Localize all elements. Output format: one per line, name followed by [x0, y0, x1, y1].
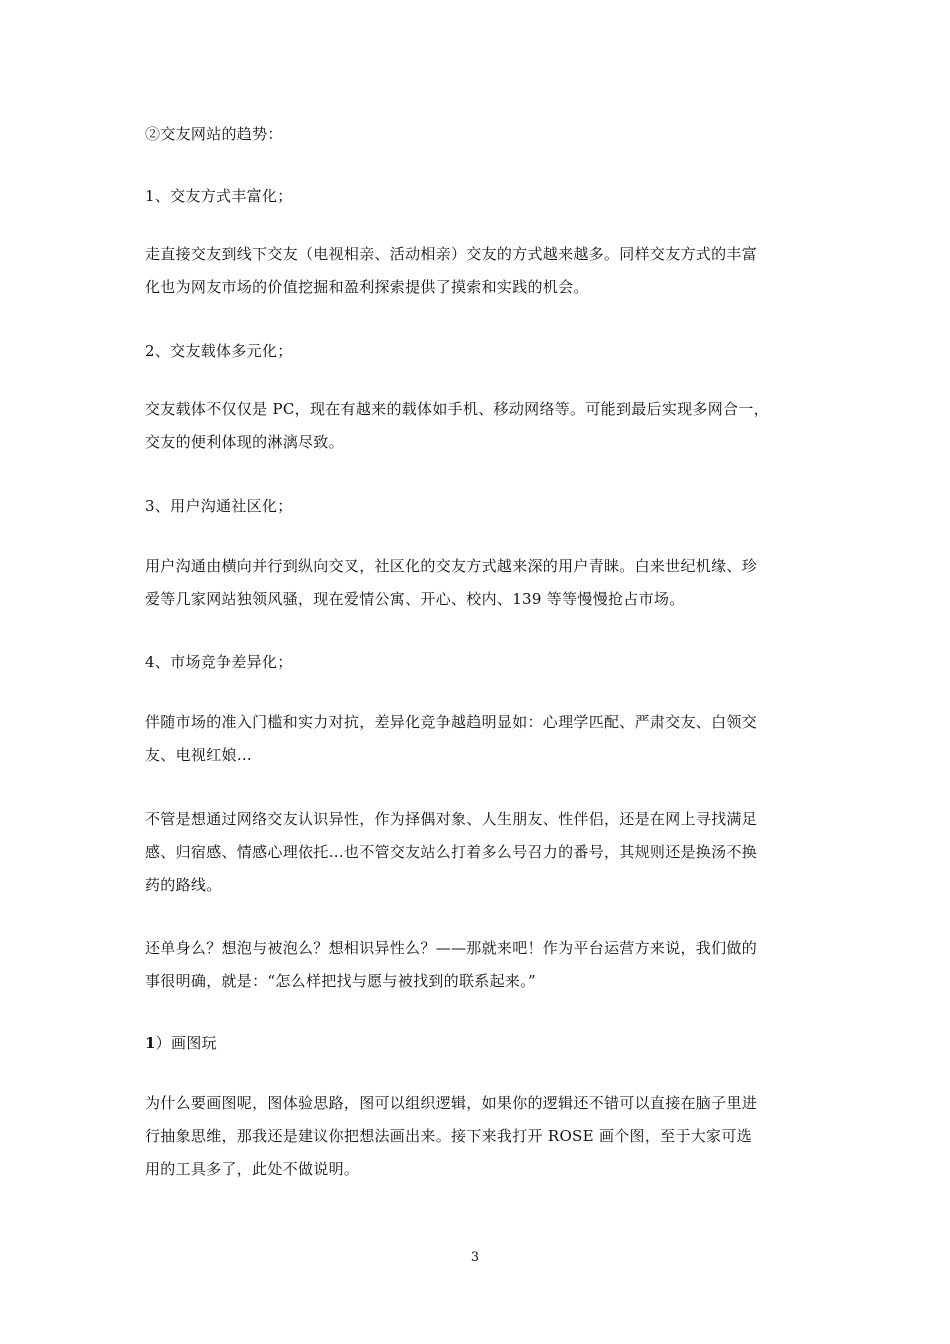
text-line: 感、归宿感、情感心理依托…也不管交友站么打着多么号召力的番号，其规则还是换汤不换: [145, 843, 758, 861]
text-line: 用户沟通由横向并行到纵向交叉，社区化的交友方式越来深的用户青睐。白来世纪机缘、珍: [145, 557, 758, 575]
drawing-paragraph: [145, 1087, 810, 1186]
text-line: 行抽象思维，那我还是建议你把想法画出来。接下来我打开 ROSE 画个图，至于大家可选: [145, 1127, 752, 1145]
text-line: 交友载体不仅仅是 PC，现在有越来的载体如手机、移动网络等。可能到最后实现多网合一，: [145, 400, 769, 418]
trend-2-heading: [145, 335, 810, 368]
text-line: 用的工具多了，此处不做说明。: [145, 1160, 360, 1178]
section-title: ）画图玩: [155, 1034, 217, 1052]
text-line: 不管是想通过网络交友认识异性，作为择偶对象、人生朋友、性伴侣，还是在网上寻找满足: [145, 810, 758, 828]
text-line: 还单身么？想泡与被泡么？想相识异性么？——那就来吧！作为平台运营方来说，我们做的: [145, 939, 758, 957]
text-line: 爱等几家网站独领风骚，现在爱情公寓、开心、校内、139 等等慢慢抢占市场。: [145, 590, 685, 608]
section-title-line: [145, 1027, 810, 1060]
page-number: 3: [470, 1250, 480, 1265]
text-line: 交友的便利体现的淋漓尽致。: [145, 433, 344, 451]
trend-3-heading: [145, 490, 810, 523]
text-line: ②交友网站的趋势：: [145, 125, 283, 143]
text-line: 4、市场竞争差异化；: [145, 653, 293, 671]
text-line: 1、交友方式丰富化；: [145, 187, 293, 205]
text-line: 事很明确，就是：“怎么样把找与愿与被找到的联系起来。”: [145, 972, 536, 990]
text-line: 伴随市场的准入门槛和实力对抗，差异化竞争越趋明显如：心理学匹配、严肃交友、白领交: [145, 713, 758, 731]
text-line: 友、电视红娘…: [145, 746, 253, 764]
text-line: 药的路线。: [145, 876, 222, 894]
text-line: 为什么要画图呢，图体验思路，图可以组织逻辑，如果你的逻辑还不错可以直接在脑子里进: [145, 1094, 758, 1112]
platform-paragraph: [145, 932, 810, 998]
section-1-heading: [145, 1027, 810, 1060]
text-line: 走直接交友到线下交友（电视相亲、活动相亲）交友的方式越来越多。同样交友方式的丰富: [145, 245, 758, 263]
text-line: 化也为网友市场的价值挖掘和盈利探索提供了摸索和实践的机会。: [145, 278, 589, 296]
trend-1-body: [145, 238, 810, 304]
section-number: 1: [145, 1034, 156, 1052]
trend-3-body: [145, 550, 810, 616]
trend-4-body: [145, 706, 810, 772]
trend-4-heading: [145, 646, 810, 679]
trend-1-heading: [145, 180, 810, 213]
trend-2-body: [145, 393, 810, 459]
summary-paragraph: [145, 803, 810, 902]
text-line: 2、交友载体多元化；: [145, 342, 293, 360]
text-line: 3、用户沟通社区化；: [145, 497, 293, 515]
trend-heading: [145, 118, 810, 151]
